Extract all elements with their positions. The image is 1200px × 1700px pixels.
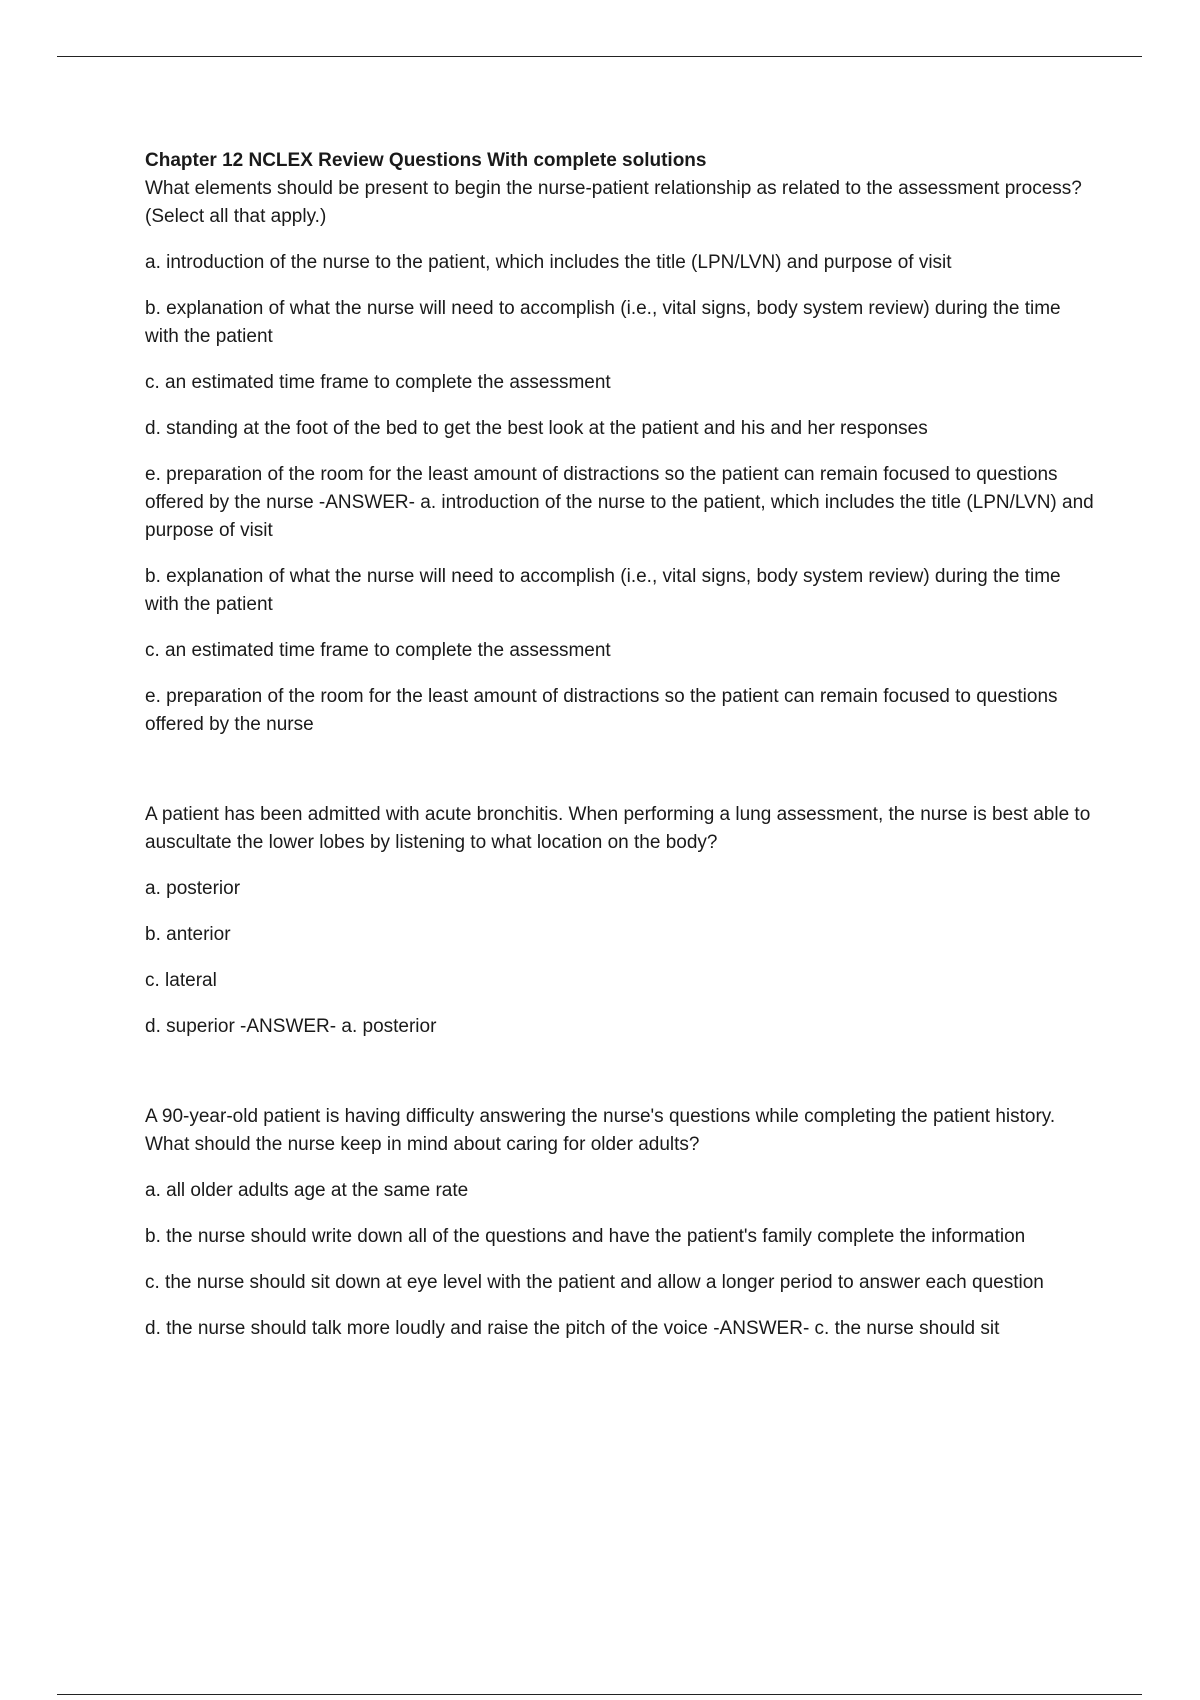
header-rule bbox=[57, 56, 1142, 57]
answer-option: c. the nurse should sit down at eye level with the patient and allow a longer period to answer each question bbox=[145, 1272, 1044, 1293]
document-body bbox=[145, 147, 1095, 1361]
answer-option: a. all older adults age at the same rate bbox=[145, 1180, 469, 1201]
answer-option: b. the nurse should write down all of the questions and have the patient's family complete the information bbox=[145, 1226, 1026, 1247]
answer-option: e. preparation of the room for the least amount of distractions so the patient can remain focused to questions offered by the nurse -ANSWER- a. introduction of the nurse to the patient, which includes the title (LPN/LVN) and purpose of visit bbox=[145, 464, 1094, 541]
document-title: Chapter 12 NCLEX Review Questions With complete solutions bbox=[145, 150, 707, 171]
question-text: A 90-year-old patient is having difficulty answering the nurse's questions while completing the patient history. What should the nurse keep in mind about caring for older adults? bbox=[145, 1106, 1056, 1155]
answer-option: c. lateral bbox=[145, 970, 217, 991]
answer-option: d. the nurse should talk more loudly and raise the pitch of the voice -ANSWER- c. the nurse should sit bbox=[145, 1318, 1000, 1339]
question-2 bbox=[145, 801, 1095, 1041]
answer-option: a. introduction of the nurse to the patient, which includes the title (LPN/LVN) and purpose of visit bbox=[145, 252, 952, 273]
question-1 bbox=[145, 175, 1095, 739]
answer-option: b. explanation of what the nurse will need to accomplish (i.e., vital signs, body system review) during the time with the patient bbox=[145, 298, 1061, 347]
question-3 bbox=[145, 1103, 1095, 1343]
answer-option: c. an estimated time frame to complete the assessment bbox=[145, 372, 611, 393]
answer-option: d. standing at the foot of the bed to get the best look at the patient and his and her responses bbox=[145, 418, 928, 439]
answer-option: b. explanation of what the nurse will need to accomplish (i.e., vital signs, body system review) during the time with the patient bbox=[145, 566, 1061, 615]
answer-option: d. superior -ANSWER- a. posterior bbox=[145, 1016, 437, 1037]
question-text: What elements should be present to begin the nurse-patient relationship as related to the assessment process? (Select all that apply.) bbox=[145, 178, 1082, 227]
answer-option: c. an estimated time frame to complete the assessment bbox=[145, 640, 611, 661]
answer-option: e. preparation of the room for the least amount of distractions so the patient can remain focused to questions offered by the nurse bbox=[145, 686, 1058, 735]
footer-rule bbox=[57, 1694, 1142, 1695]
answer-option: b. anterior bbox=[145, 924, 231, 945]
answer-option: a. posterior bbox=[145, 878, 241, 899]
question-text: A patient has been admitted with acute bronchitis. When performing a lung assessment, the nurse is best able to auscultate the lower lobes by listening to what location on the body? bbox=[145, 804, 1091, 853]
